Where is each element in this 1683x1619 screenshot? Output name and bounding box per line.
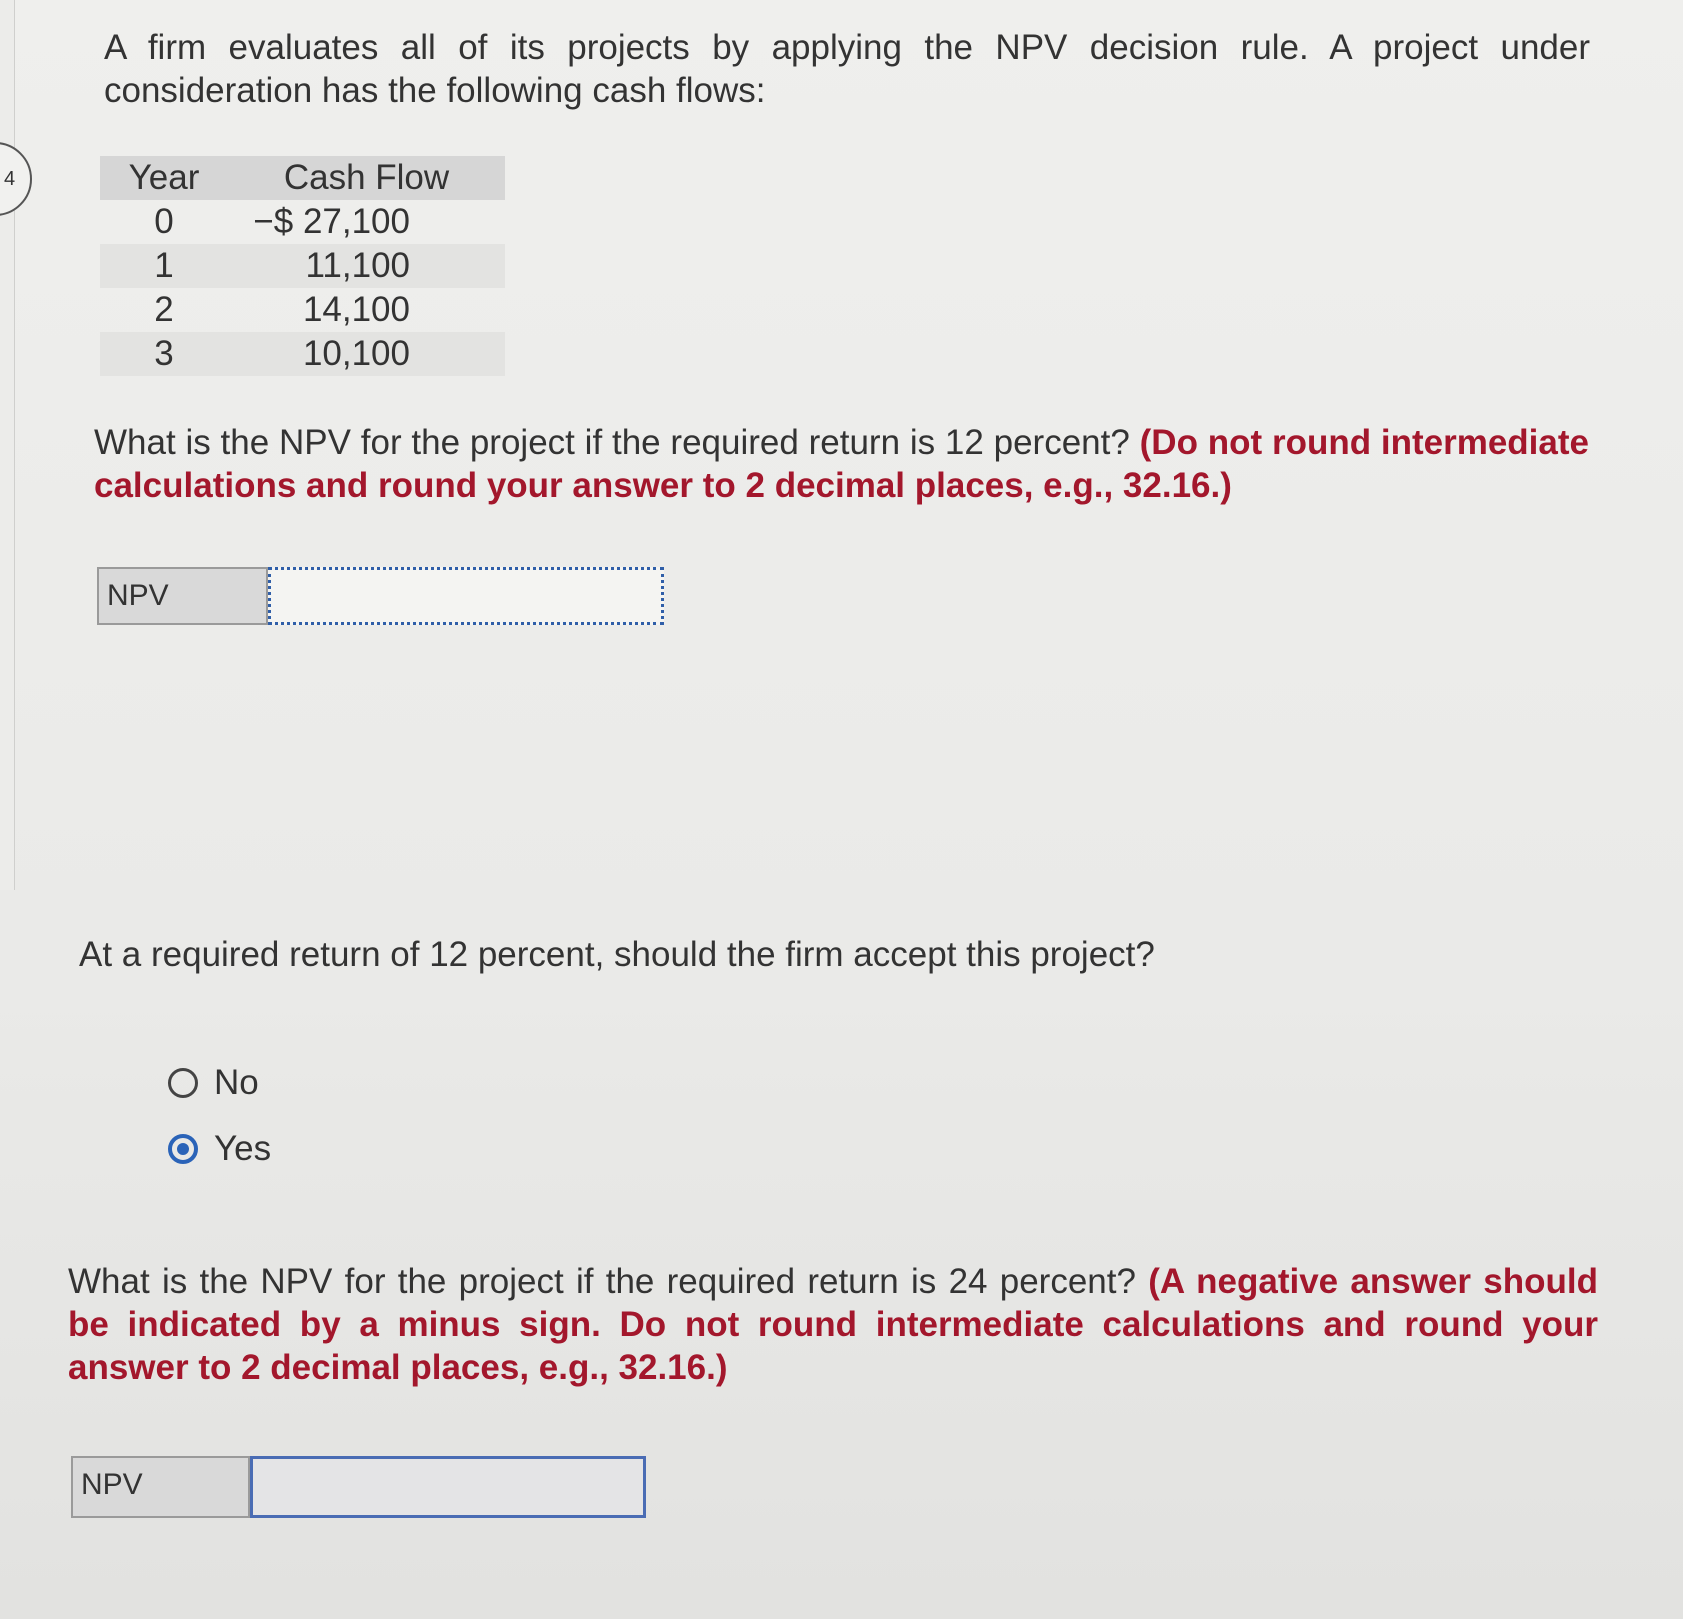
question-number-tab[interactable] — [0, 142, 32, 216]
question-2-text: At a required return of 12 percent, should the firm accept this project? — [79, 935, 1155, 974]
table-cell-pad — [410, 244, 505, 288]
table-cell-pad — [410, 288, 505, 332]
question-1-text: What is the NPV for the project if the required return is 12 percent? — [94, 423, 1130, 462]
year-cell: 1 — [100, 244, 228, 288]
cash-flow-cell: −$ 27,100 — [253, 202, 410, 241]
cash-flow-cell: 14,100 — [302, 290, 410, 329]
table-row — [100, 288, 505, 332]
radio-selected-icon[interactable] — [168, 1134, 198, 1164]
year-cell: 0 — [154, 202, 174, 241]
radio-option-no[interactable] — [168, 1063, 259, 1103]
cash-flow-cell: 11,100 — [228, 244, 410, 288]
npv-answer-row-12 — [97, 567, 664, 625]
radio-option-yes[interactable] — [168, 1129, 271, 1169]
table-cell-pad — [410, 200, 505, 244]
npv-label: NPV — [97, 567, 268, 625]
question-3-text: What is the NPV for the project if the required return is 24 percent? — [68, 1262, 1136, 1301]
question-3-instruction: (A negative answer should be indicated by a minus sign. Do not round intermediate calculations and round your answer to 2 decimal places, e.g., 32.16.) — [68, 1262, 1598, 1387]
table-row — [100, 244, 505, 288]
cash-flow-table — [100, 156, 505, 376]
question-3 — [68, 1260, 1598, 1389]
table-row — [100, 200, 505, 244]
year-cell: 3 — [100, 332, 228, 376]
header-cash-flow: Cash Flow — [228, 156, 505, 200]
radio-label-yes: Yes — [214, 1129, 272, 1168]
year-cell: 2 — [154, 290, 174, 329]
table-row — [100, 332, 505, 376]
npv-answer-row-24 — [71, 1456, 646, 1518]
intro-text: A firm evaluates all of its projects by applying the NPV decision rule. A project under consideration has the following cash flows: — [104, 28, 1590, 110]
header-year: Year — [100, 156, 228, 200]
table-cell-pad — [410, 332, 505, 376]
table-header-row — [100, 156, 505, 200]
radio-unselected-icon[interactable] — [168, 1068, 198, 1098]
npv-input-12-percent[interactable] — [268, 567, 664, 625]
npv-label: NPV — [71, 1456, 250, 1518]
question-1-instruction: (Do not round intermediate calculations and round your answer to 2 decimal places, e.g., 32.16.) — [94, 423, 1589, 505]
radio-label-no: No — [214, 1063, 259, 1102]
cash-flow-cell: 10,100 — [228, 332, 410, 376]
question-1 — [94, 421, 1589, 507]
npv-input-24-percent[interactable] — [250, 1456, 646, 1518]
question-number: 4 — [4, 168, 16, 190]
page-edge — [0, 0, 15, 890]
